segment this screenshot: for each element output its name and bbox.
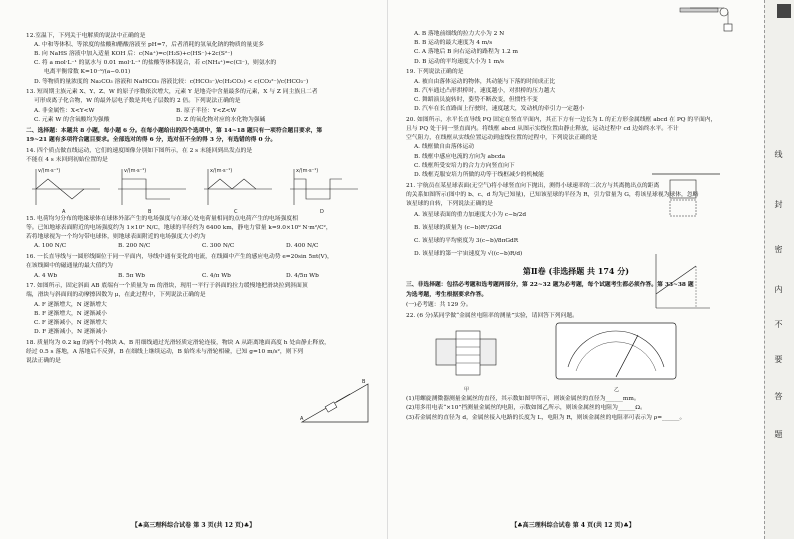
graph-a-tag: A <box>62 209 66 216</box>
graph-a-ylabel: v/(m·s⁻¹) <box>38 168 61 175</box>
q20-option-a: A. 线框做自由落体运动 <box>414 144 475 151</box>
q22-part-2: (2)用多用电表“×10”挡测量金属丝的电阻，示数如图乙所示，则该金属丝的电阻为______Ω。 <box>406 405 646 412</box>
q16-option-c: C. 4/π Wb <box>202 272 231 279</box>
q22-figure-set <box>406 321 726 395</box>
q21-option-b: B. 该星球的质量为 (c−b)R²/2Gd <box>414 225 502 232</box>
graph-a <box>32 168 100 215</box>
binding-corner-mark <box>777 4 791 18</box>
incline-figure <box>300 378 370 424</box>
q12-option-c: C. 将 a mol·L⁻¹ 的氨水与 0.01 mol·L⁻¹ 的盐酸等体积混合，若 c(NH₄⁺)=c(Cl⁻)，则氨水的 <box>34 60 277 67</box>
q14-stem-1: 14. 四个质点做直线运动，它们的速度图像分别如下图所示，在 2 s 末能回到出发点的是 <box>26 147 253 154</box>
binding-char-1: 线 <box>774 150 783 158</box>
binding-char-3: 密 <box>774 245 783 253</box>
q22-part-3: (3)若金属丝的直径为 d，金属丝接入电路的长度为 L，电阻为 R，则该金属丝的电阻率可表示为 ρ=______。 <box>406 414 686 421</box>
q13-stem-2: 可形成离子化合物，W 的最外层电子数是其电子层数的 2 倍。下列说法正确的是 <box>34 98 241 105</box>
q15-option-c: C. 300 N/C <box>202 243 235 250</box>
footer-page-3: 【♣高三理科综合试卷 第 3 页(共 12 页)♣】 <box>131 522 256 529</box>
multimeter-label: 乙 <box>614 387 620 394</box>
q18-stem-3: 说法正确的是 <box>26 358 61 365</box>
q19-option-b: B. 汽车通过凸形拱桥时，速度越小，对拱桥的压力越大 <box>414 87 556 94</box>
q14-graphs <box>26 165 379 216</box>
graph-c <box>204 168 272 215</box>
q12-option-b: B. 向 NaHS 溶液中加入适量 KOH 后：c(Na⁺)=c(H₂S)+c(HS⁻)+2c(S²⁻) <box>34 50 233 57</box>
q15-stem-1: 15. 电荷均匀分布的绝缘球体在球体外部产生的电场强度与在球心处电荷量相同的点电荷产生的电场强度相 <box>26 215 298 222</box>
q22-stem: 22. (6 分)某同学做“金属丝电阻率的测量”实验，请回答下列问题。 <box>406 312 578 319</box>
q20-option-b: B. 线框中感应电流的方向为 abcda <box>414 153 506 160</box>
q16-options <box>26 272 379 281</box>
q15-stem-3: 若将地球视为一个均匀带电球体，则地球表面附近的电场强度大小约为 <box>26 234 206 241</box>
q17-option-d: D. F 逐渐减小，N 逐渐减小 <box>34 329 108 336</box>
q16-stem-1: 16. 一长直导线与一圆形线圈位于同一平面内，导线中通有变化的电流，在线圈中产生的感应电动势 e=20sin 5πt(V)， <box>26 254 333 261</box>
binding-char-8: 题 <box>774 430 783 438</box>
q16-option-b: B. 5π Wb <box>118 272 145 279</box>
page-3 <box>0 0 388 539</box>
section-2-heading-1: 二、选择题：本题共 8 小题，每小题 6 分。在每小题给出的四个选项中，第 14~18 题只有一项符合题目要求，第 <box>26 128 323 135</box>
q16-stem-2: 在该线圈中的磁通量的最大值约为 <box>26 263 113 270</box>
q20-option-c: C. 线框所受安培力的合力方向竖直向下 <box>414 162 515 169</box>
binding-margin <box>764 0 794 539</box>
q20-stem-3: 空气阻力，在线框从实线位置运动到虚线位置的过程中，下列说法正确的是 <box>406 135 598 142</box>
v2-x-graph <box>652 252 712 312</box>
incline-label-b: B <box>362 379 366 385</box>
q17-stem-2: 端，滑块与斜面间的动摩擦因数为 μ，在此过程中，下列说法正确的是 <box>26 292 206 299</box>
q18-stem-2: 经过 0.5 s 落地，A 落地后不反弹，B 在细线上继续运动，B 始终未与滑轮相碰，已知 g=10 m/s²，则下列 <box>26 349 304 356</box>
q21-stem-2: 的关系如图所示(图中的 b、c、d 均为已知量)，已知该星球的半径为 R，引力常量为 G，将该星球视为球体，忽略 <box>406 191 699 198</box>
q12-option-d: D. 等物质的量浓度的 Na₂CO₃ 溶液和 NaHCO₃ 溶液比较：c(HCO₃⁻)/c(H₂CO₃) < c(CO₃²⁻)/c(HCO₃⁻) <box>34 78 309 85</box>
q13-options-row-1 <box>26 107 379 116</box>
q17-option-a: A. F 逐渐增大，N 逐渐增大 <box>34 301 107 308</box>
q17-option-c: C. F 逐渐减小，N 逐渐增大 <box>34 320 107 327</box>
q13-stem-1: 13. 短周期主族元素 X、Y、Z、W 的原子序数依次增大，元素 Y 是地壳中含量最多的元素，X 与 Z 同主族且二者 <box>26 89 318 96</box>
q20-stem-2: 且与 PQ 处于同一竖直面内。将线框 abcd 从图示实线位置由静止释放，运动过程中 cd 边始终水平。不计 <box>406 126 679 133</box>
micrometer-label: 甲 <box>464 387 470 394</box>
required-note: (一)必考题：共 129 分。 <box>406 302 472 309</box>
section-3-heading-2: 为选考题，考生根据要求作答。 <box>406 291 488 298</box>
q17-stem-1: 17. 如图所示，固定斜面 AB 底端有一个质量为 m 的滑块，现用一平行于斜面的拉力缓慢地把滑块拉到斜面顶 <box>26 283 308 290</box>
micrometer-figure <box>436 331 496 393</box>
q12-stem: 12.室温下，下列关于电解质的说法中正确的是 <box>26 32 146 39</box>
graph-d-ylabel: x/(m·s⁻¹) <box>296 168 319 175</box>
binding-char-6: 要 <box>774 355 783 363</box>
multimeter-figure <box>556 323 676 393</box>
q15-option-b: B. 200 N/C <box>118 243 151 250</box>
page-4 <box>390 0 756 539</box>
q21-stem-1: 21. 宇航员在某星球表面(无空气)将小球竖直向下抛出，测得小球速率的二次方与其离抛出点的距离 <box>406 182 660 189</box>
part-2-title: 第Ⅱ卷 (非选择题 共 174 分) <box>522 266 630 277</box>
q19-option-c: C. 舞蹈演员旋转时，姿势不断改变，但惯性不变 <box>414 96 538 103</box>
pulley-figure <box>680 2 740 32</box>
q16-option-a: A. 4 Wb <box>34 272 58 279</box>
q13-option-b: B. 原子半径：Y<Z<W <box>176 107 237 114</box>
q18-stem-1: 18. 质量均为 0.2 kg 的两个小物块 A、B 用细线通过光滑轻质定滑轮连接，物块 A 从距离地面高度 h 处由静止释放， <box>26 339 330 346</box>
q21-option-d: D. 该星球的第一宇宙速度为 √((c−b)R/d) <box>414 251 523 258</box>
graph-c-ylabel: x/(m·s⁻¹) <box>210 168 233 175</box>
q18-option-a: A. B 落地前细线的拉力大小为 2 N <box>414 31 505 37</box>
q15-stem-2: 等。已知地球表面附近的电场强度约为 1×10² N/C，地球的半径约为 6400 km，静电力常量 k=9.0×10⁹ N·m²/C²， <box>26 225 332 232</box>
q17-option-b: B. F 逐渐增大，N 逐渐减小 <box>34 310 107 317</box>
q22-figures <box>406 321 746 395</box>
section-3-heading-1: 三、非选择题：包括必考题和选考题两部分，第 22~32 题为必考题，每个试题考生都必须作答。第 33~38 题 <box>406 282 694 289</box>
binding-char-5: 不 <box>774 320 783 328</box>
q18-option-d: D. B 运动的平均速度大小为 1 m/s <box>414 58 504 65</box>
q13-options-row-2 <box>26 116 379 125</box>
graph-b-ylabel: v/(m·s⁻¹) <box>124 168 147 175</box>
footer-page-4: 【♣高三理科综合试卷 第 4 页(共 12 页)♣】 <box>511 522 635 529</box>
q14-graph-set <box>26 165 378 216</box>
graph-c-tag: C <box>234 209 238 216</box>
q13-option-d: D. Z 的氧化物对应的水化物为强碱 <box>176 116 266 123</box>
q19-option-d: D. 汽车在长直路面上行驶时，速度越大，发动机的牵引力一定越小 <box>414 106 585 113</box>
binding-char-4: 内 <box>774 285 783 293</box>
graph-b-tag: B <box>148 209 152 216</box>
section-2-heading-2: 19~21 题有多项符合题目要求。全部选对的得 6 分，选对但不全的得 3 分，有选错的得 0 分。 <box>26 137 277 144</box>
frame-figure <box>652 168 722 218</box>
q20-option-d: D. 线框克服安培力所做的功等于线框减少的机械能 <box>414 172 544 179</box>
q21-option-c: C. 该星球的平均密度为 3(c−b)/8πGdR <box>414 238 519 245</box>
q20-stem-1: 20. 如图所示，水平长直导线 PQ 固定在竖直平面内，其正下方有一边长为 L 的正方形金属线框 abcd 在 PQ 的平面内， <box>406 116 717 123</box>
q13-option-a: A. 非金属性：X<Y<W <box>34 107 95 114</box>
q13-option-c: C. 元素 W 的含氧酸均为强酸 <box>34 116 110 123</box>
q15-option-a: A. 100 N/C <box>34 243 67 250</box>
q15-option-d: D. 400 N/C <box>286 243 319 250</box>
q22-part-1: (1)用螺旋测微器测量金属丝的直径，其示数如图甲所示，则该金属丝的直径为______mm。 <box>406 396 640 403</box>
q19-option-a: A. 被自由落体运动的物体，其动能与下落的时间成正比 <box>414 78 556 85</box>
q12-option-a: A. 中和等体积、等浓度的盐酸和醋酸溶液至 pH=7，后者消耗的氢氧化钠的物质的量更多 <box>34 41 264 48</box>
q12-option-c-formula: 电离平衡常数 K=10⁻⁹/(a−0.01) <box>44 69 131 76</box>
q16-option-d: D. 4/5π Wb <box>286 272 319 279</box>
graph-d <box>290 168 358 215</box>
graph-d-tag: D <box>320 209 324 216</box>
q19-stem: 19. 下列说法正确的是 <box>406 69 464 76</box>
q21-stem-3: 该星球的自转，下列说法正确的是 <box>406 201 493 208</box>
incline-label-a: A <box>300 416 304 422</box>
graph-b <box>118 168 186 215</box>
q14-stem-2: 不能在 4 s 末回到初始位置的是 <box>26 157 108 164</box>
q15-options <box>26 242 379 251</box>
binding-char-2: 封 <box>774 200 783 208</box>
binding-char-7: 答 <box>774 392 783 400</box>
q21-option-a: A. 该星球表面的重力加速度大小为 c−b/2d <box>414 212 527 219</box>
q18-option-c: C. A 落地后 B 向右运动的路程为 1.2 m <box>414 49 519 56</box>
q18-option-b: B. B 运动的最大速度为 4 m/s <box>414 40 493 47</box>
